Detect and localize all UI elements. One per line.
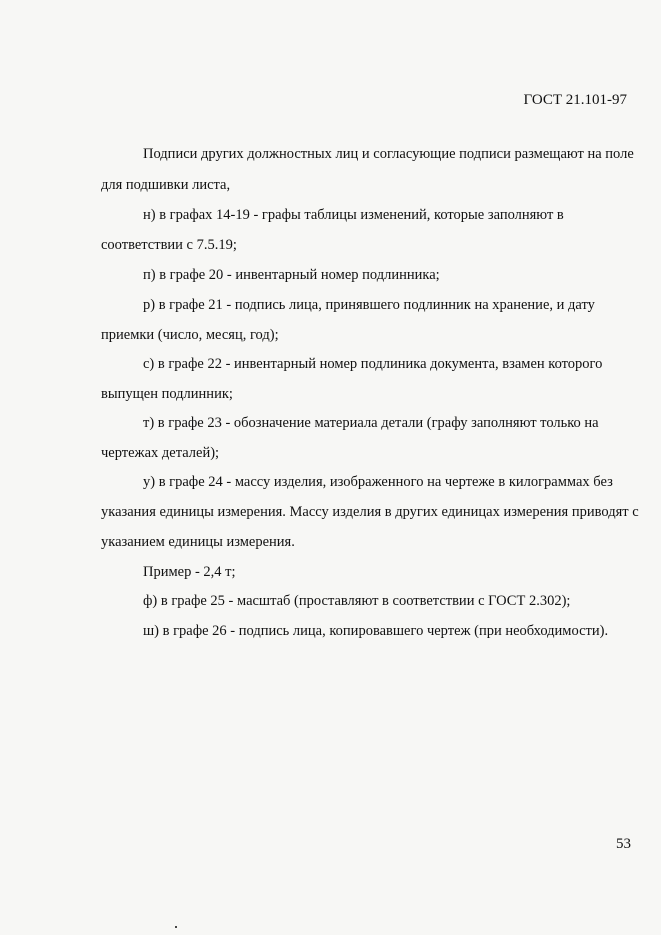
document-code: ГОСТ 21.101-97 bbox=[523, 92, 627, 108]
paragraph-line: приемки (число, месяц, год); bbox=[101, 327, 279, 343]
paragraph-line: указанием единицы измерения. bbox=[101, 534, 295, 550]
paragraph-line: Подписи других должностных лиц и согласующие подписи размещают на поле bbox=[143, 146, 634, 162]
list-item-t: т) в графе 23 - обозначение материала детали (графу заполняют только на bbox=[143, 415, 599, 431]
paragraph-line: для подшивки листа, bbox=[101, 177, 231, 193]
paragraph-line: выпущен подлинник; bbox=[101, 386, 233, 402]
paragraph-line: указания единицы измерения. Массу изделия в других единицах измерения приводят с bbox=[101, 504, 639, 520]
list-item-u: у) в графе 24 - массу изделия, изображенного на чертеже в килограммах без bbox=[143, 474, 613, 490]
paragraph-line: соответствии с 7.5.19; bbox=[101, 237, 237, 253]
page-number: 53 bbox=[616, 836, 631, 852]
list-item-sh: ш) в графе 26 - подпись лица, копировавшего чертеж (при необходимости). bbox=[143, 623, 609, 639]
scan-speck bbox=[175, 926, 177, 928]
example-line: Пример - 2,4 т; bbox=[143, 564, 236, 580]
list-item-f: ф) в графе 25 - масштаб (проставляют в соответствии с ГОСТ 2.302); bbox=[143, 593, 571, 609]
list-item-p: п) в графе 20 - инвентарный номер подлинника; bbox=[143, 267, 440, 283]
list-item-s: с) в графе 22 - инвентарный номер подлиника документа, взамен которого bbox=[143, 356, 603, 372]
paragraph-line: чертежах деталей); bbox=[101, 445, 220, 461]
list-item-n: н) в графах 14-19 - графы таблицы изменений, которые заполняют в bbox=[143, 207, 564, 223]
list-item-r: р) в графе 21 - подпись лица, принявшего подлинник на хранение, и дату bbox=[143, 297, 595, 313]
